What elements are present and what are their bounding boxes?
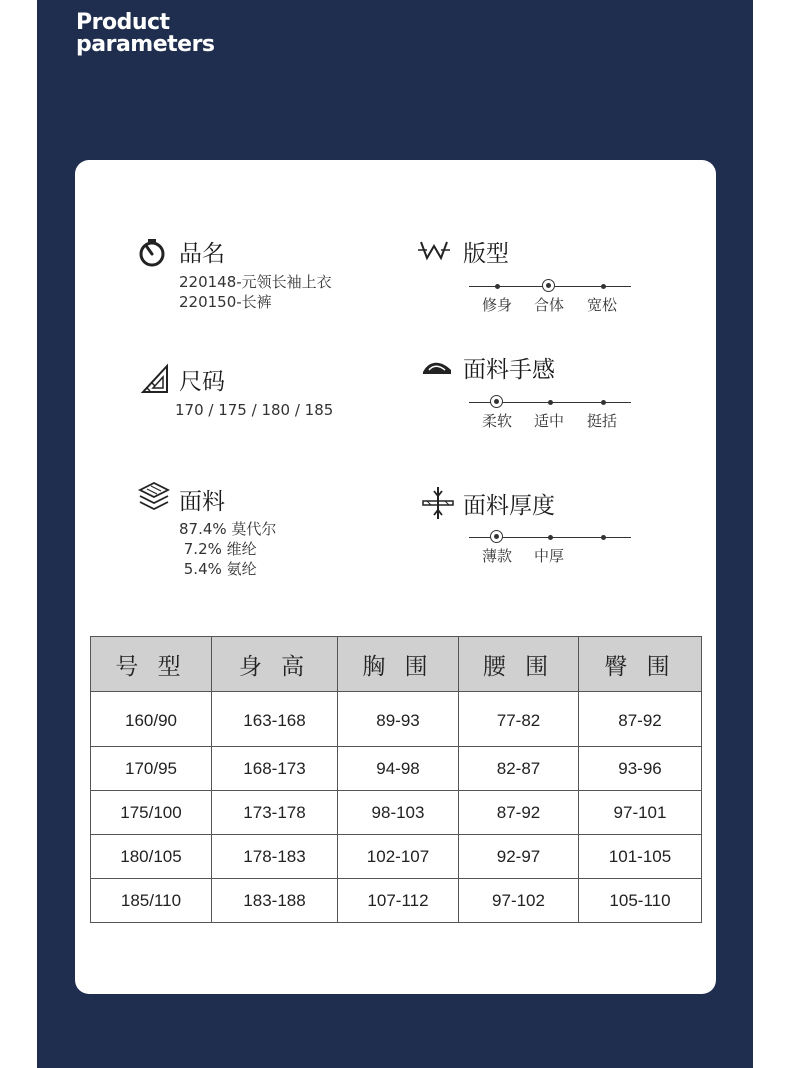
scale-dot: [548, 400, 553, 405]
hand-feel-icon: [421, 352, 455, 386]
scale-dot: [548, 535, 553, 540]
fit-scale: [469, 278, 639, 318]
table-cell: 170/95: [91, 747, 212, 791]
scale-label: 薄款: [482, 547, 513, 565]
column-header-hip: 臀 围: [579, 637, 702, 692]
column-header-size: 号 型: [91, 637, 212, 692]
spec-line: 220150-长裤: [179, 293, 272, 311]
spec-line: 7.2% 维纶: [179, 540, 257, 558]
scale-label: 宽松: [587, 296, 618, 314]
table-cell: 94-98: [338, 747, 459, 791]
scale-label: 适中: [534, 412, 565, 430]
spec-line: 220148-元领长袖上衣: [179, 273, 332, 291]
ruler-triangle-icon: [139, 362, 173, 396]
spec-line: 5.4% 氨纶: [179, 560, 257, 578]
spec-heading: 面料厚度: [463, 493, 555, 519]
table-cell: 163-168: [212, 692, 338, 747]
scale-label: 修身: [482, 296, 513, 314]
spec-heading: 面料手感: [463, 357, 555, 383]
table-cell: 102-107: [338, 835, 459, 879]
table-cell: 160/90: [91, 692, 212, 747]
page-title: Product parameters: [76, 10, 215, 57]
table-cell: 173-178: [212, 791, 338, 835]
table-cell: 175/100: [91, 791, 212, 835]
scale-dot: [495, 284, 500, 289]
scale-label: 中厚: [534, 547, 565, 565]
table-cell: 77-82: [459, 692, 579, 747]
fit-silhouette-icon: [417, 234, 451, 268]
scale-selected-ring: [542, 279, 555, 292]
table-header-row: [91, 637, 702, 692]
table-cell: 178-183: [212, 835, 338, 879]
table-cell: 82-87: [459, 747, 579, 791]
table-cell: 89-93: [338, 692, 459, 747]
table-cell: 183-188: [212, 879, 338, 923]
spec-heading: 品名: [179, 241, 225, 267]
table-cell: 185/110: [91, 879, 212, 923]
table-cell: 87-92: [579, 692, 702, 747]
table-row: [91, 791, 702, 835]
hand-feel-scale: [469, 394, 639, 434]
scale-label: 合体: [534, 296, 565, 314]
table-row: [91, 879, 702, 923]
table-cell: 101-105: [579, 835, 702, 879]
scale-selected-ring: [490, 395, 503, 408]
table-cell: 87-92: [459, 791, 579, 835]
scale-label: 柔软: [482, 412, 513, 430]
fabric-layers-icon: [137, 480, 171, 514]
size-chart-table: [90, 636, 702, 923]
timer-icon: [135, 236, 169, 270]
table-cell: 105-110: [579, 879, 702, 923]
thickness-icon: [421, 486, 455, 520]
spec-line: 87.4% 莫代尔: [179, 520, 277, 538]
column-header-chest: 胸 围: [338, 637, 459, 692]
thickness-scale: [469, 529, 639, 569]
table-row: [91, 692, 702, 747]
column-header-height: 身 高: [212, 637, 338, 692]
scale-dot: [601, 535, 606, 540]
table-row: [91, 835, 702, 879]
spec-heading: 尺码: [179, 369, 225, 395]
table-cell: 92-97: [459, 835, 579, 879]
table-cell: 180/105: [91, 835, 212, 879]
column-header-waist: 腰 围: [459, 637, 579, 692]
scale-selected-ring: [490, 530, 503, 543]
table-row: [91, 747, 702, 791]
table-cell: 97-102: [459, 879, 579, 923]
scale-dot: [601, 400, 606, 405]
spec-heading: 版型: [463, 241, 509, 267]
spec-heading: 面料: [179, 489, 225, 515]
table-cell: 107-112: [338, 879, 459, 923]
table-cell: 97-101: [579, 791, 702, 835]
table-cell: 98-103: [338, 791, 459, 835]
scale-label: 挺括: [587, 412, 618, 430]
table-cell: 168-173: [212, 747, 338, 791]
scale-dot: [601, 284, 606, 289]
spec-line: 170 / 175 / 180 / 185: [175, 401, 334, 419]
table-cell: 93-96: [579, 747, 702, 791]
